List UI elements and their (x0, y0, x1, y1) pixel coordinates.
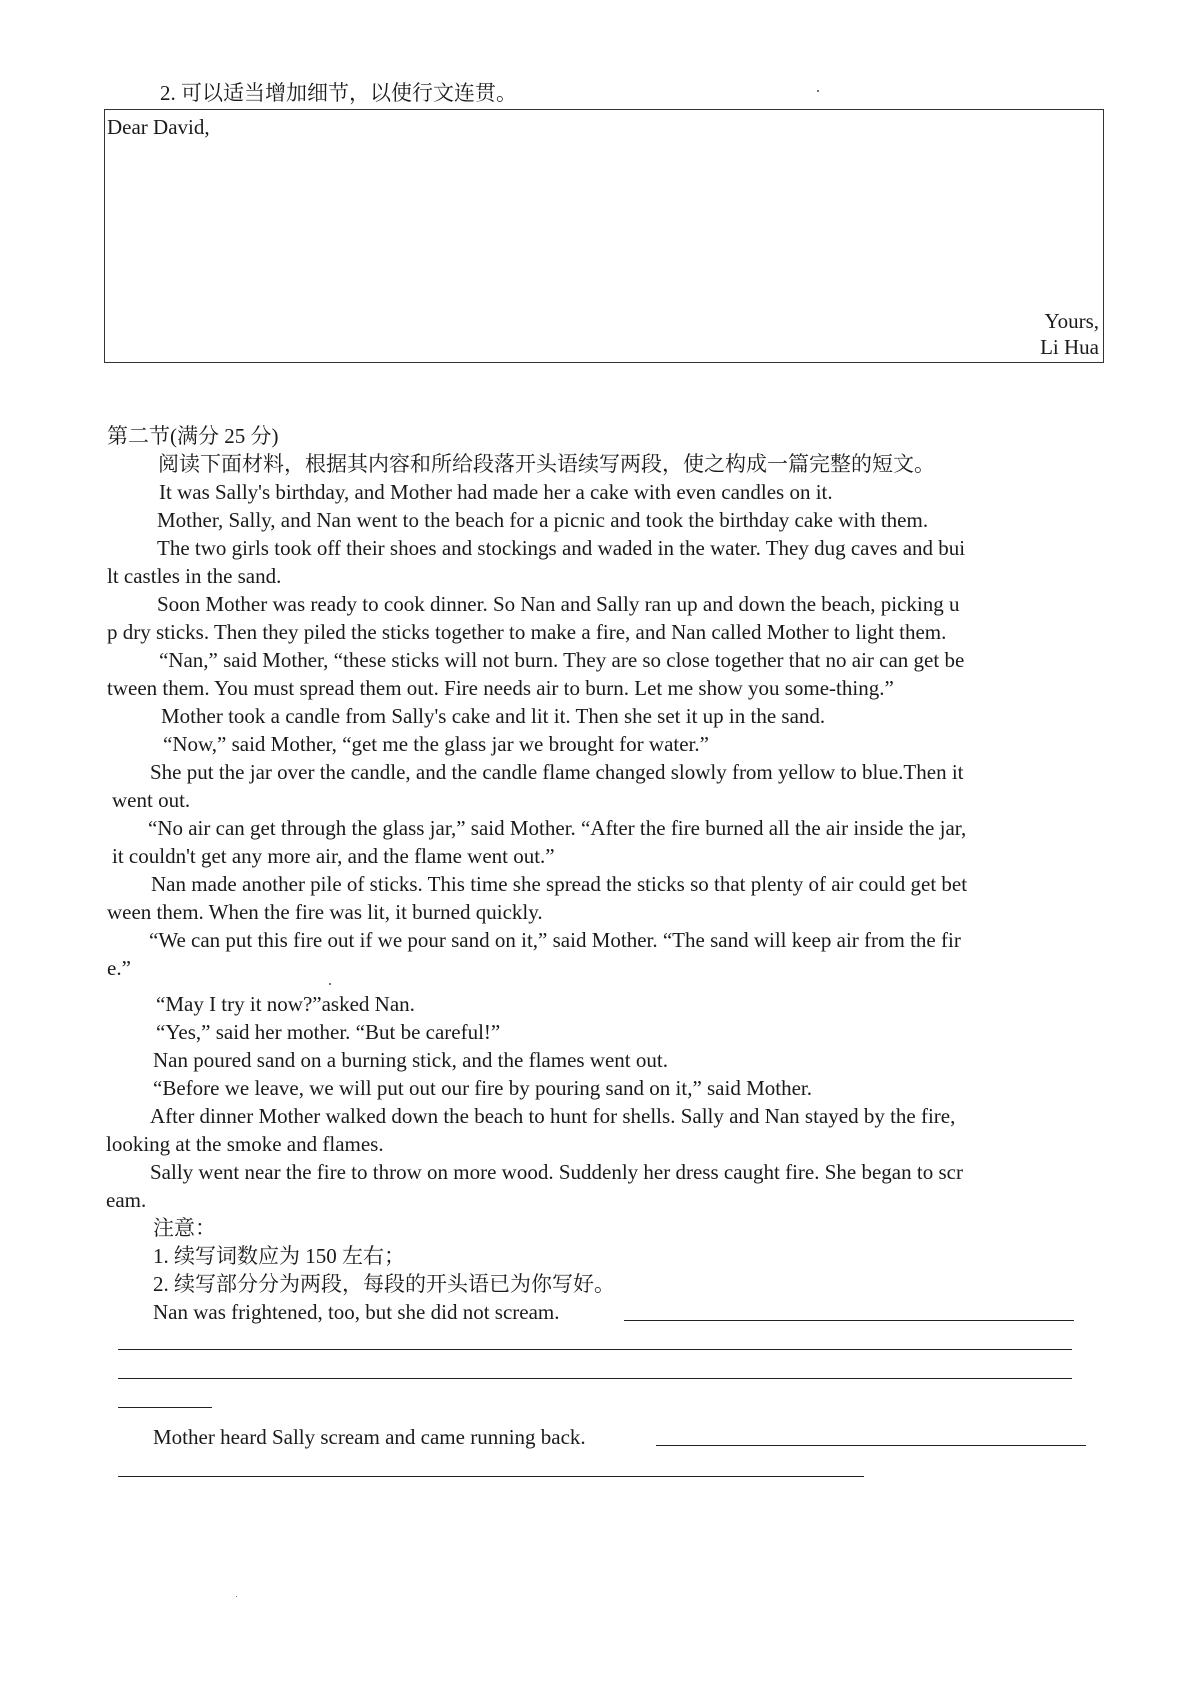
stray-mark (329, 983, 331, 985)
top-note: 2. 可以适当增加细节，以使行文连贯。 (160, 81, 517, 105)
stray-mark (817, 90, 819, 92)
story-line: looking at the smoke and flames. (106, 1132, 384, 1156)
story-line: e.” (107, 956, 131, 980)
story-line: “We can put this fire out if we pour sand on it,” said Mother. “The sand will keep air from the fir (149, 928, 961, 952)
story-line: p dry sticks. Then they piled the sticks together to make a fire, and Nan called Mother to light them. (107, 620, 947, 644)
answer-blank-line[interactable] (624, 1320, 1074, 1321)
note-item: 1. 续写词数应为 150 左右； (153, 1244, 405, 1268)
story-line: “Now,” said Mother, “get me the glass jar we brought for water.” (163, 732, 709, 756)
answer-blank-line[interactable] (118, 1476, 864, 1477)
answer-blank-line[interactable] (118, 1349, 1072, 1350)
story-line: “Nan,” said Mother, “these sticks will not burn. They are so close together that no air can get be (159, 648, 965, 672)
notes-title: 注意： (153, 1216, 216, 1240)
story-line: Nan made another pile of sticks. This time she spread the sticks so that plenty of air could get bet (151, 872, 968, 896)
paragraph2-start-text: Mother heard Sally scream and came running back. (153, 1425, 586, 1449)
story-line: it couldn't get any more air, and the flame went out.” (112, 844, 555, 868)
paragraph2-start (153, 1424, 586, 1450)
letter-signature: Li Hua (1040, 335, 1099, 359)
story-line: “Before we leave, we will put out our fire by pouring sand on it,” said Mother. (153, 1076, 812, 1100)
answer-blank-line[interactable] (656, 1445, 1086, 1446)
story-line: She put the jar over the candle, and the candle flame changed slowly from yellow to blue.Then it (150, 760, 964, 784)
story-line: After dinner Mother walked down the beach to hunt for shells. Sally and Nan stayed by the fire, (150, 1104, 956, 1128)
story-line: Nan poured sand on a burning stick, and the flames went out. (153, 1048, 668, 1072)
note-item: 2. 续写部分分为两段，每段的开头语已为你写好。 (153, 1272, 615, 1296)
story-line: Mother took a candle from Sally's cake and lit it. Then she set it up in the sand. (161, 704, 826, 728)
story-line: eam. (106, 1188, 147, 1212)
story-line: Mother, Sally, and Nan went to the beach for a picnic and took the birthday cake with them. (157, 508, 929, 532)
story-line: tween them. You must spread them out. Fire needs air to burn. Let me show you some-thing.” (107, 676, 894, 700)
stray-mark (236, 1596, 237, 1597)
letter-closing: Yours, (1044, 309, 1099, 333)
section-instruction: 阅读下面材料，根据其内容和所给段落开头语续写两段，使之构成一篇完整的短文。 (158, 452, 935, 476)
story-line: “Yes,” said her mother. “But be careful!” (156, 1020, 501, 1044)
story-line: went out. (112, 788, 191, 812)
section-title: 第二节(满分 25 分) (107, 424, 279, 448)
story-line: Soon Mother was ready to cook dinner. So Nan and Sally ran up and down the beach, picking u (157, 592, 960, 616)
story-line: The two girls took off their shoes and stockings and waded in the water. They dug caves and bui (157, 536, 966, 560)
letter-answer-box[interactable] (104, 109, 1104, 363)
story-line: lt castles in the sand. (107, 564, 282, 588)
letter-greeting: Dear David, (107, 115, 210, 139)
answer-blank-line[interactable] (118, 1378, 1072, 1379)
story-line: “No air can get through the glass jar,” said Mother. “After the fire burned all the air inside the jar, (148, 816, 967, 840)
story-line: It was Sally's birthday, and Mother had made her a cake with even candles on it. (159, 480, 833, 504)
answer-blank-line[interactable] (118, 1407, 212, 1408)
story-line: Sally went near the fire to throw on more wood. Suddenly her dress caught fire. She began to scr (150, 1160, 963, 1184)
paragraph1-start (153, 1299, 560, 1325)
paragraph1-start-text: Nan was frightened, too, but she did not scream. (153, 1300, 560, 1324)
story-line: “May I try it now?”asked Nan. (156, 992, 415, 1016)
story-line: ween them. When the fire was lit, it burned quickly. (107, 900, 543, 924)
